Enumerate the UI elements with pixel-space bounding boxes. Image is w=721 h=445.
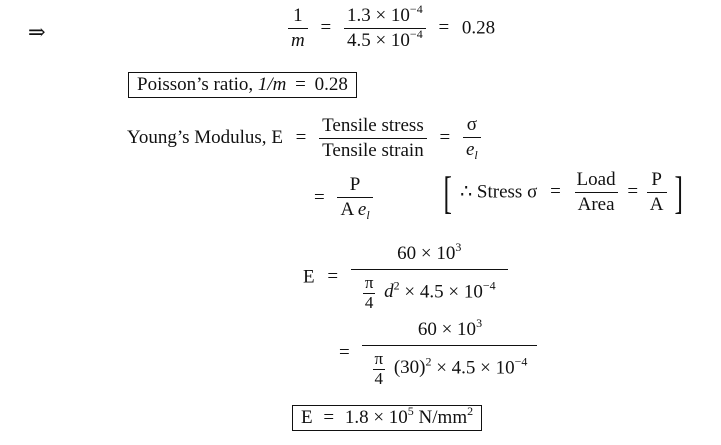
- equals-sign: =: [314, 186, 325, 208]
- exponent: 5: [407, 404, 414, 418]
- exponent: 2: [425, 354, 432, 369]
- youngs-variable: E: [271, 126, 283, 148]
- strain-ratio-fraction: [344, 2, 426, 52]
- equals-sign: =: [438, 17, 450, 39]
- poisson-ratio-box: [128, 72, 357, 98]
- pi-symbol: π: [364, 272, 374, 292]
- fraction-numerator: P: [651, 169, 662, 191]
- fraction-numerator: σ: [466, 114, 477, 135]
- one-over-m-fraction: [288, 6, 308, 52]
- numerator-value: 1.3 × 10: [346, 5, 410, 26]
- stress-note: [440, 167, 687, 218]
- pi-over-four-fraction: [363, 274, 376, 312]
- fraction-denominator: [362, 345, 537, 388]
- fraction-denominator: A: [647, 192, 667, 216]
- subscript: l: [366, 207, 370, 222]
- equals-sign: =: [327, 266, 339, 288]
- youngs-modulus-definition: [127, 115, 481, 162]
- youngs-variable: E: [301, 407, 313, 428]
- four: 4: [364, 292, 374, 312]
- equals-sign: =: [339, 342, 350, 364]
- strain-symbol: e: [357, 198, 367, 220]
- area-symbol: A: [340, 198, 354, 220]
- unit-label: N/mm: [418, 407, 468, 428]
- poisson-variable: 1/m: [257, 74, 287, 95]
- exponent: 2: [467, 404, 474, 418]
- exponent: 3: [455, 240, 462, 254]
- left-bracket: [: [443, 167, 452, 218]
- load-value: 60 × 10: [397, 243, 456, 264]
- fraction-denominator: [337, 197, 372, 222]
- fraction-denominator: [344, 28, 426, 52]
- exponent: 2: [393, 278, 400, 293]
- youngs-formula-with-d: [303, 240, 508, 312]
- stress-substitution: [306, 175, 373, 222]
- equals-sign: =: [627, 181, 639, 203]
- pi-symbol: π: [374, 348, 384, 368]
- therefore-symbol: ∴: [460, 181, 473, 203]
- fraction-denominator: [351, 269, 508, 312]
- numeric-substitution-fraction: [362, 316, 537, 388]
- fraction-numerator: [344, 2, 426, 28]
- fraction-numerator: Load: [576, 169, 616, 191]
- pi-over-four-fraction: [372, 350, 385, 388]
- fraction-numerator: P: [349, 174, 361, 195]
- strain-multiplier: × 4.5 × 10: [436, 357, 515, 379]
- exponent: −4: [409, 2, 423, 16]
- fraction-denominator: m: [288, 28, 308, 52]
- load-value: 60 × 10: [417, 319, 477, 340]
- strain-symbol: e: [465, 138, 475, 160]
- stress-strain-fraction: [319, 116, 427, 162]
- fraction-denominator: Tensile strain: [319, 138, 427, 162]
- poisson-calculation: [288, 2, 496, 52]
- diameter-symbol: d: [384, 281, 394, 303]
- equals-sign: =: [295, 126, 307, 148]
- equals-sign: =: [295, 74, 306, 95]
- fraction-numerator: Tensile stress: [322, 114, 424, 136]
- exponent: 3: [476, 316, 483, 330]
- p-over-ae-fraction: [337, 175, 372, 222]
- diameter-value: (30): [393, 357, 426, 379]
- poisson-label: Poisson’s ratio,: [137, 74, 254, 95]
- equals-sign: =: [320, 17, 332, 39]
- equals-sign: =: [550, 181, 561, 203]
- youngs-value: 1.8 × 10: [344, 407, 408, 428]
- fraction-numerator: [394, 240, 464, 269]
- subscript: l: [474, 147, 478, 162]
- load-over-area-strain-fraction: [351, 240, 508, 312]
- final-result-box: [292, 405, 482, 431]
- implies-symbol: ⇒: [28, 20, 46, 44]
- poisson-value: 0.28: [314, 74, 348, 95]
- exponent: −4: [482, 278, 496, 293]
- denominator-value: 4.5 × 10: [346, 29, 410, 51]
- p-over-a-fraction: [647, 170, 667, 216]
- equals-sign: =: [323, 407, 335, 428]
- poisson-result: 0.28: [461, 17, 496, 39]
- exponent: −4: [409, 26, 423, 41]
- fraction-numerator: 1: [293, 5, 303, 26]
- fraction-numerator: [415, 316, 485, 345]
- youngs-variable: E: [303, 266, 315, 288]
- youngs-label: Young’s Modulus,: [127, 126, 267, 148]
- right-bracket: ]: [674, 167, 684, 218]
- youngs-formula-numeric: [331, 316, 537, 388]
- fraction-denominator: [463, 137, 481, 162]
- fraction-denominator: Area: [575, 192, 618, 216]
- stress-label: Stress σ: [476, 181, 538, 203]
- four: 4: [374, 368, 384, 388]
- sigma-over-e-fraction: [463, 115, 481, 162]
- strain-multiplier: × 4.5 × 10: [404, 281, 483, 303]
- exponent: −4: [514, 354, 528, 369]
- load-over-area-fraction: [574, 170, 619, 216]
- equals-sign: =: [439, 126, 451, 148]
